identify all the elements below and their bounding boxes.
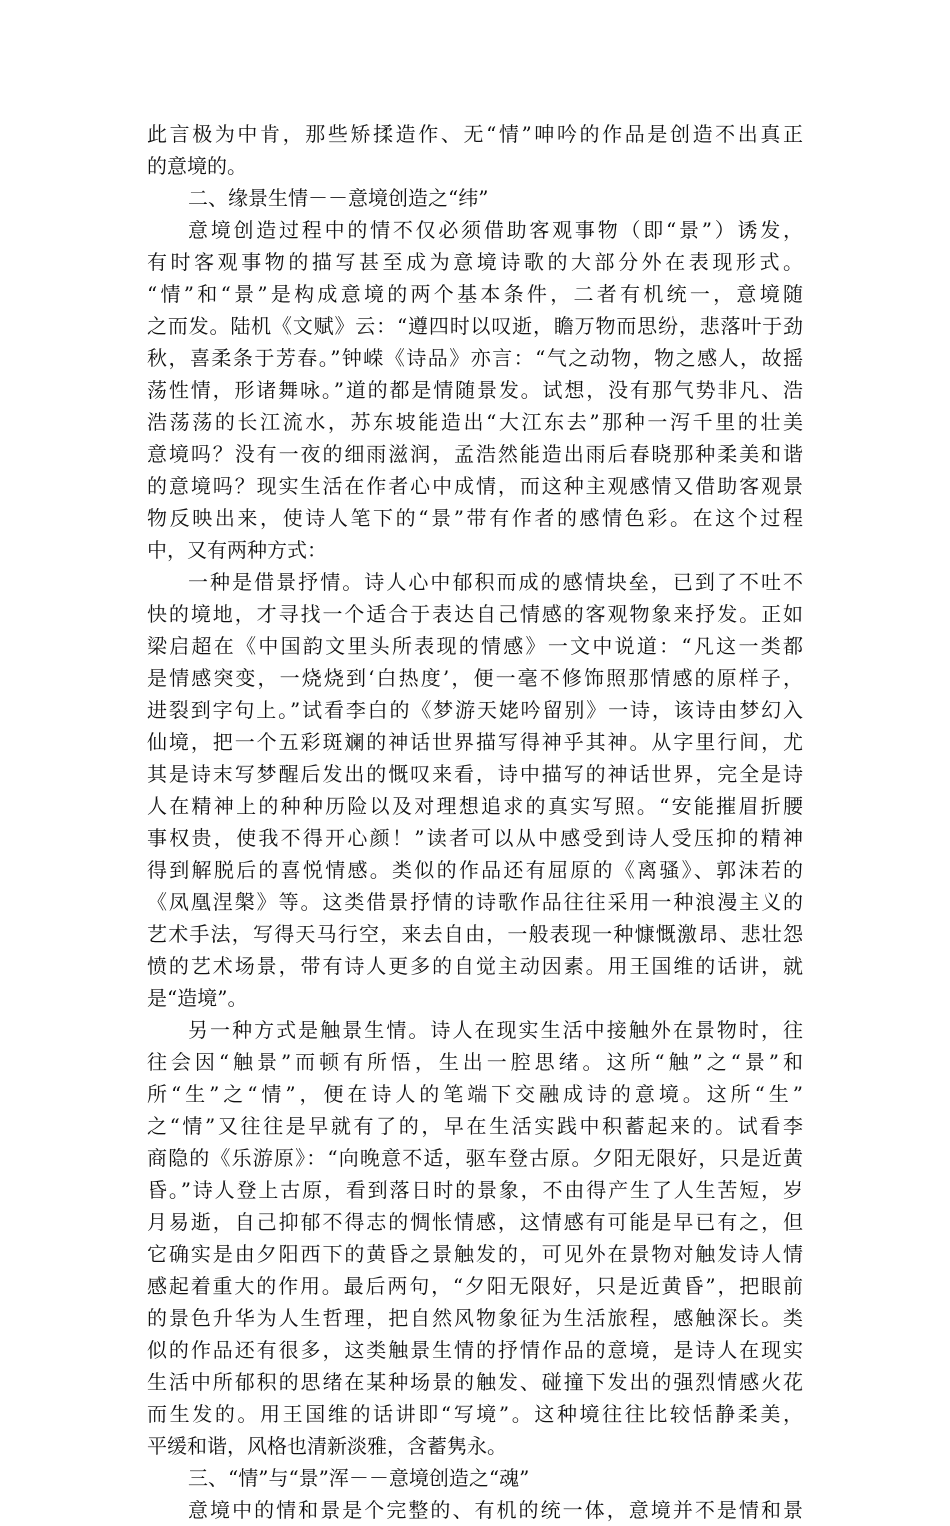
text-line: 月易逝，自己抑郁不得志的惆怅情感，这情感有可能是早已有之，但 [147, 1210, 803, 1234]
document-page [147, 118, 803, 1526]
text-line: 而生发的。用王国维的话讲即“写境”。这种境往往比较恬静柔美， [147, 1402, 803, 1426]
text-line: 荡性情，形诸舞咏。”道的都是情随景发。试想，没有那气势非凡、浩 [147, 378, 803, 402]
text-line: 意境吗？没有一夜的细雨滋润，孟浩然能造出雨后春晓那种柔美和谐 [147, 442, 803, 466]
section-heading: 三、“情”与“景”浑－－意境创造之“魂” [188, 1466, 530, 1490]
text-line: 之而发。陆机《文赋》云：“遵四时以叹逝，瞻万物而思纷，悲落叶于劲 [147, 314, 803, 338]
text-line: 仙境，把一个五彩斑斓的神话世界描写得神乎其神。从字里行间，尤 [147, 730, 803, 754]
text-line: 往会因“触景”而顿有所悟，生出一腔思绪。这所“触”之“景”和 [147, 1050, 803, 1074]
text-line: 梁启超在《中国韵文里头所表现的情感》一文中说道：“凡这一类都 [147, 634, 803, 658]
text-line: 人在精神上的种种历险以及对理想追求的真实写照。“安能摧眉折腰 [147, 794, 803, 818]
text-line: 的意境的。 [147, 154, 247, 178]
text-line: 此言极为中肯，那些矫揉造作、无“情”呻吟的作品是创造不出真正 [147, 122, 803, 146]
text-line: 得到解脱后的喜悦情感。类似的作品还有屈原的《离骚》、郭沫若的 [147, 858, 803, 882]
text-line: 事权贵，使我不得开心颜！”读者可以从中感受到诗人受压抑的精神 [147, 826, 803, 850]
text-line: 有时客观事物的描写甚至成为意境诗歌的大部分外在表现形式。 [147, 250, 803, 274]
text-line: 是“造境”。 [147, 986, 248, 1010]
text-line: 艺术手法，写得天马行空，来去自由，一般表现一种慷慨激昂、悲壮怨 [147, 922, 803, 946]
text-line: 秋，喜柔条于芳春。”钟嵘《诗品》亦言：“气之动物，物之感人，故摇 [147, 346, 803, 370]
text-line: 感起着重大的作用。最后两句，“夕阳无限好，只是近黄昏”，把眼前 [147, 1274, 803, 1298]
text-line: 其是诗末写梦醒后发出的慨叹来看，诗中描写的神话世界，完全是诗 [147, 762, 803, 786]
section-heading: 二、缘景生情－－意境创造之“纬” [188, 186, 489, 210]
text-line: 它确实是由夕阳西下的黄昏之景触发的，可见外在景物对触发诗人情 [147, 1242, 803, 1266]
text-line: 似的作品还有很多，这类触景生情的抒情作品的意境，是诗人在现实 [147, 1338, 803, 1362]
text-line: 平缓和谐，风格也清新淡雅，含蓄隽永。 [147, 1434, 507, 1458]
text-line: 另一种方式是触景生情。诗人在现实生活中接触外在景物时，往 [188, 1018, 803, 1042]
text-line: 是情感突变，一烧烧到‘白热度’，便一毫不修饰照那情感的原样子， [147, 666, 803, 690]
text-line: 之“情”又往往是早就有了的，早在生活实践中积蓄起来的。试看李 [147, 1114, 803, 1138]
text-line: 《凤凰涅槃》等。这类借景抒情的诗歌作品往往采用一种浪漫主义的 [147, 890, 803, 914]
text-line: 的意境吗？现实生活在作者心中成情，而这种主观感情又借助客观景 [147, 474, 803, 498]
text-line: 意境创造过程中的情不仅必须借助客观事物（即“景”）诱发， [188, 218, 803, 242]
text-line: 的景色升华为人生哲理，把自然风物象征为生活旅程，感触深长。类 [147, 1306, 803, 1330]
text-line: 愤的艺术场景，带有诗人更多的自觉主动因素。用王国维的话讲，就 [147, 954, 803, 978]
text-line: 一种是借景抒情。诗人心中郁积而成的感情块垒，已到了不吐不 [188, 570, 803, 594]
text-line: 意境中的情和景是个完整的、有机的统一体，意境并不是情和景 [188, 1498, 803, 1522]
text-line: 商隐的《乐游原》：“向晚意不适，驱车登古原。夕阳无限好，只是近黄 [147, 1146, 803, 1170]
text-line: 物反映出来，使诗人笔下的“景”带有作者的感情色彩。在这个过程 [147, 506, 803, 530]
text-line: “情”和“景”是构成意境的两个基本条件，二者有机统一，意境随 [147, 282, 803, 306]
text-line: 进裂到字句上。”试看李白的《梦游天姥吟留别》一诗，该诗由梦幻入 [147, 698, 803, 722]
text-line: 中，又有两种方式： [147, 538, 327, 562]
text-line: 所“生”之“情”，便在诗人的笔端下交融成诗的意境。这所“生” [147, 1082, 803, 1106]
text-line: 快的境地，才寻找一个适合于表达自己情感的客观物象来抒发。正如 [147, 602, 803, 626]
text-line: 浩荡荡的长江流水，苏东坡能造出“大江东去”那种一泻千里的壮美 [147, 410, 803, 434]
text-line: 昏。”诗人登上古原，看到落日时的景象，不由得产生了人生苦短，岁 [147, 1178, 803, 1202]
text-line: 生活中所郁积的思绪在某种场景的触发、碰撞下发出的强烈情感火花 [147, 1370, 803, 1394]
